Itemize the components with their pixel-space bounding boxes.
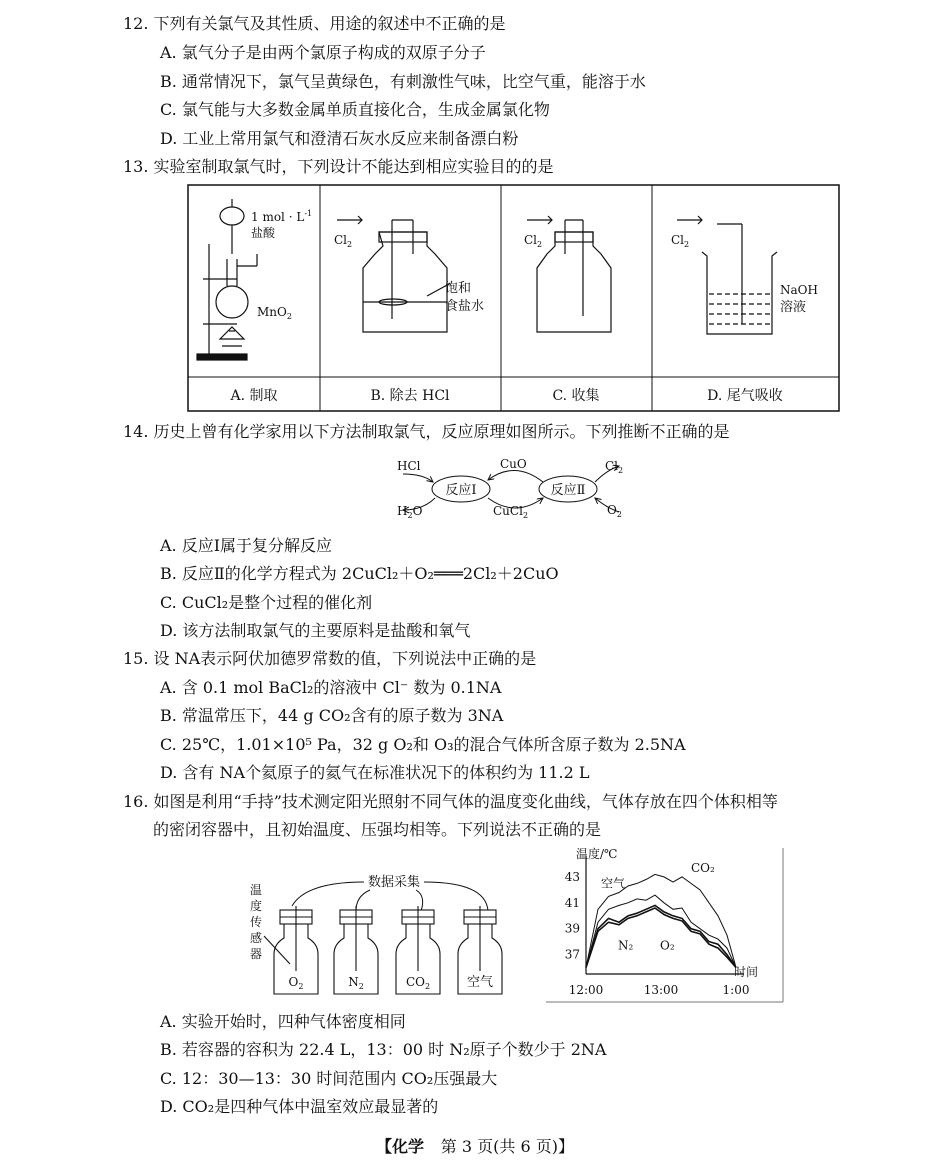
q12-option-a: A. 氯气分子是由两个氯原子构成的双原子分子 xyxy=(160,43,486,62)
svg-text:器: 器 xyxy=(250,947,263,961)
q15-stem: 15. 设 NA表示阿伏加德罗常数的值，下列说法中正确的是 xyxy=(123,649,537,668)
q16-figure xyxy=(246,846,786,1004)
q12-stem: 12. 下列有关氯气及其性质、用途的叙述中不正确的是 xyxy=(123,14,506,33)
wash-bottle xyxy=(337,216,449,332)
naoh-label-1: NaOH xyxy=(780,283,818,297)
y-tick-label-1: 39 xyxy=(564,921,580,936)
reaction-1-label: 反应Ⅰ xyxy=(445,483,477,498)
cl2-label-b: $Cl_2$ xyxy=(334,233,353,249)
gas-label-co2: $CO_2$ xyxy=(405,975,431,991)
x-tick-label-0: 12:00 xyxy=(568,983,604,997)
caption-c: C. 收集 xyxy=(552,388,600,404)
q14-stem: 14. 历史上曾有化学家用以下方法制取氯气，反应原理如图所示。下列推断不正确的是 xyxy=(123,422,730,441)
o2-label: $O_2$ xyxy=(607,503,622,519)
q14-option-b: B. 反应Ⅱ的化学方程式为 2CuCl₂＋O₂═══2Cl₂＋2CuO xyxy=(160,564,559,583)
x-tick-label-2: 1:00 xyxy=(722,983,750,997)
q16-stem-line2: 的密闭容器中，且初始温度、压强均相等。下列说法不正确的是 xyxy=(153,820,602,839)
series-label-3: O₂ xyxy=(660,938,675,953)
q15-option-a: A. 含 0.1 mol BaCl₂的溶液中 Cl⁻ 数为 0.1NA xyxy=(160,678,502,697)
x-tick-label-1: 13:00 xyxy=(643,983,679,997)
series-line-2 xyxy=(586,905,736,967)
acid-conc-label: 1 mol · $L^{-1}$ xyxy=(251,209,313,224)
svg-text:度: 度 xyxy=(250,899,263,913)
reaction-2-label: 反应Ⅱ xyxy=(550,483,586,498)
svg-text:温: 温 xyxy=(250,883,263,897)
cuo-label: CuO xyxy=(500,457,527,471)
footer-page: 第 3 页(共 6 页)】 xyxy=(440,1137,574,1156)
mno2-label: MnO$_2$ xyxy=(257,305,292,321)
q15-option-d: D. 含有 NA个氦原子的氦气在标准状况下的体积约为 11.2 L xyxy=(160,763,590,782)
q13-stem: 13. 实验室制取氯气时，下列设计不能达到相应实验目的的是 xyxy=(123,157,554,176)
q14-option-a: A. 反应Ⅰ属于复分解反应 xyxy=(160,536,333,555)
data-collect-label: 数据采集 xyxy=(367,875,421,890)
q16-option-d: D. CO₂是四种气体中温室效应最显著的 xyxy=(160,1097,439,1116)
q16-stem-line1: 16. 如图是利用“手持”技术测定阳光照射不同气体的温度变化曲线，气体存放在四个体积相等 xyxy=(123,792,778,811)
absorption-beaker xyxy=(677,216,777,334)
y-tick-label-2: 41 xyxy=(564,895,580,910)
q16-option-b: B. 若容器的容积为 22.4 L，13：00 时 N₂原子个数少于 2NA xyxy=(160,1040,607,1059)
q12-option-b: B. 通常情况下，氯气呈黄绿色，有刺激性气味，比空气重，能溶于水 xyxy=(160,72,646,91)
footer-subject: 【化学 xyxy=(376,1137,425,1156)
q14-option-c: C. CuCl₂是整个过程的催化剂 xyxy=(160,593,373,612)
q15-option-b: B. 常温常压下，44 g CO₂含有的原子数为 3NA xyxy=(160,706,504,725)
hcl-label: HCl xyxy=(397,459,421,473)
cucl2-label: CuCl$_2$ xyxy=(493,504,529,520)
q14-cycle-diagram xyxy=(393,452,633,526)
q13-apparatus-table xyxy=(187,184,840,412)
sensor-label-column xyxy=(250,883,262,961)
series-label-2: N₂ xyxy=(618,938,634,953)
h2o-label: $H_2O$ xyxy=(397,504,423,520)
generator-apparatus xyxy=(197,199,257,360)
y-axis-label: 温度/℃ xyxy=(576,847,618,861)
series-label-0: CO₂ xyxy=(691,860,715,875)
gas-label-o2: $O_2$ xyxy=(288,975,304,991)
caption-a: A. 制取 xyxy=(230,388,278,404)
caption-d: D. 尾气吸收 xyxy=(707,388,783,404)
brine-label-2: 食盐水 xyxy=(445,299,485,314)
cl2-label-c: $Cl_2$ xyxy=(524,233,543,249)
q16-option-c: C. 12：30—13：30 时间范围内 CO₂压强最大 xyxy=(160,1069,498,1088)
q14-option-d: D. 该方法制取氯气的主要原料是盐酸和氧气 xyxy=(160,621,471,640)
y-tick-label-0: 37 xyxy=(564,947,580,962)
series-line-1 xyxy=(586,895,736,967)
x-axis-label: 时间 xyxy=(734,965,759,979)
gas-label-air: 空气 xyxy=(466,975,494,990)
caption-b: B. 除去 HCl xyxy=(370,388,450,404)
q12-option-d: D. 工业上常用氯气和澄清石灰水反应来制备漂白粉 xyxy=(160,129,519,148)
svg-text:传: 传 xyxy=(250,915,263,929)
brine-label-1: 饱和 xyxy=(445,281,472,296)
naoh-label-2: 溶液 xyxy=(780,300,807,315)
gas-label-n2: $N_2$ xyxy=(348,975,364,991)
series-label-1: 空气 xyxy=(601,876,626,891)
page-footer xyxy=(0,1134,950,1157)
q15-option-c: C. 25℃，1.01×10⁵ Pa，32 g O₂和 O₃的混合气体所含原子数为 2.5NA xyxy=(160,735,686,754)
q16-option-a: A. 实验开始时，四种气体密度相同 xyxy=(160,1012,406,1031)
y-tick-label-3: 43 xyxy=(564,869,580,884)
cl2-label-d: $Cl_2$ xyxy=(671,233,690,249)
acid-name-label: 盐酸 xyxy=(251,226,276,240)
svg-text:感: 感 xyxy=(250,931,263,945)
temperature-chart xyxy=(565,846,758,997)
q12-option-c: C. 氯气能与大多数金属单质直接化合，生成金属氯化物 xyxy=(160,100,550,119)
cl2-product-label: $Cl_2$ xyxy=(605,459,624,475)
collection-bottle xyxy=(527,216,611,332)
